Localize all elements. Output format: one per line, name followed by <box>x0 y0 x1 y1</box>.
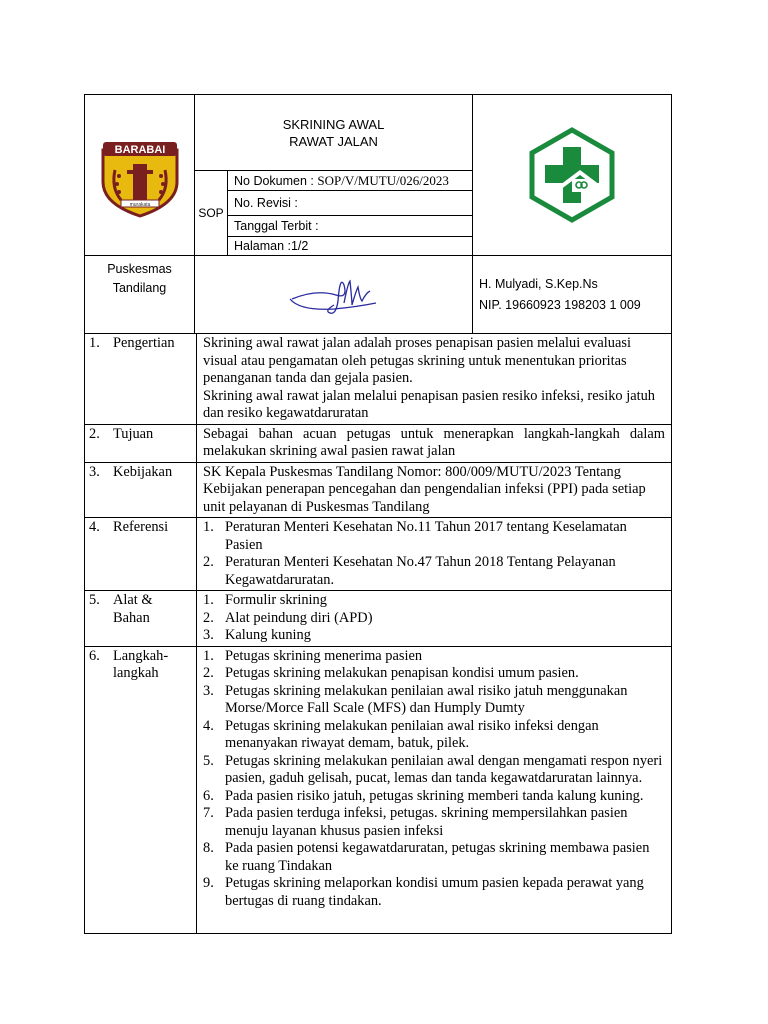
list-item <box>203 665 665 683</box>
section-title: Pengertian <box>113 335 175 351</box>
section-label <box>85 424 197 462</box>
section-content <box>197 518 672 591</box>
section-kebijakan <box>85 462 672 518</box>
list-item-number: 1. <box>203 519 214 535</box>
list-item-text: Petugas skrining menerima pasien <box>225 647 423 664</box>
signer-cell <box>473 256 672 334</box>
section-number: 6. <box>89 647 100 664</box>
puskesmas-logo-cell <box>473 95 672 256</box>
logo-title-text: BARABAI <box>114 144 165 156</box>
no-revisi-field: No. Revisi : <box>228 191 473 216</box>
list-item-text: Petugas skrining melakukan penapisan kondisi umum pasien. <box>225 665 579 681</box>
list-item <box>203 648 665 666</box>
document-title-line2: RAWAT JALAN <box>289 133 378 149</box>
list-item-number: 2. <box>203 554 214 570</box>
signature-cell <box>195 256 473 334</box>
logo-ribbon-text: murakata <box>129 202 150 208</box>
list-item <box>203 788 665 806</box>
list-item-number: 2. <box>203 665 214 681</box>
sop-label: SOP <box>195 171 228 256</box>
section-label <box>85 518 197 591</box>
sop-content-table <box>84 333 672 934</box>
list-item <box>203 627 665 645</box>
section-label <box>85 462 197 518</box>
list-item <box>203 718 665 753</box>
pengertian-paragraph-2: Skrining awal rawat jalan melalui penapisan pasien resiko infeksi, resiko jatuh dan resiko kegawatdaruratan <box>203 387 655 421</box>
section-label <box>85 591 197 647</box>
langkah-list <box>203 648 665 911</box>
list-item-number: 1. <box>203 592 214 608</box>
handwritten-signature <box>286 271 382 319</box>
signer-name: H. Mulyadi, S.Kep.Ns <box>479 276 598 291</box>
list-item-text: Petugas skrining melakukan penilaian awal risiko jatuh menggunakan Morse/Morce Fall Scale (MFS) dan Humply Dumty <box>225 682 628 716</box>
barabai-crest-icon <box>97 130 183 220</box>
list-item-text: Peraturan Menteri Kesehatan No.47 Tahun 2018 Tentang Pelayanan Kegawatdaruratan. <box>225 554 616 588</box>
list-item <box>203 875 665 910</box>
list-item-number: 1. <box>203 647 214 664</box>
list-item-number: 3. <box>203 682 214 699</box>
organization-cell <box>85 256 195 334</box>
list-item <box>203 592 665 610</box>
list-item <box>203 683 665 718</box>
list-item-number: 2. <box>203 609 214 626</box>
document-title-cell <box>195 95 473 171</box>
list-item-text: Formulir skrining <box>225 592 327 608</box>
list-item-text: Alat peindung diri (APD) <box>225 609 373 626</box>
section-title: Kebijakan <box>113 463 173 480</box>
section-title: Referensi <box>113 519 169 535</box>
tujuan-text: Sebagai bahan acuan petugas untuk menerapkan langkah-langkah dalam melakukan skrining awal pasien rawat jalan <box>197 424 672 462</box>
section-number: 2. <box>89 425 100 442</box>
section-content <box>197 646 672 933</box>
list-item <box>203 519 665 554</box>
list-item <box>203 554 665 589</box>
list-item <box>203 805 665 840</box>
tanggal-terbit-field: Tanggal Terbit : <box>228 216 473 237</box>
organization-line1: Puskesmas <box>107 262 172 276</box>
list-item-text: Pada pasien risiko jatuh, petugas skrining memberi tanda kalung kuning. <box>225 787 644 804</box>
list-item-text: Peraturan Menteri Kesehatan No.11 Tahun 2017 tentang Keselamatan Pasien <box>225 519 627 553</box>
list-item <box>203 753 665 788</box>
document-title-line1: SKRINING AWAL <box>282 116 385 132</box>
alat-bahan-list <box>203 592 665 645</box>
section-label <box>85 334 197 425</box>
pengertian-paragraph-1: Skrining awal rawat jalan adalah proses penapisan pasien melalui evaluasi visual atau pengamatan oleh petugas skrining untuk menentukan prioritas penanganan tanda dan gejala pasien. <box>203 335 631 386</box>
section-referensi <box>85 518 672 591</box>
section-pengertian <box>85 334 672 425</box>
list-item-text: Pada pasien potensi kegawatdaruratan, petugas skrining membawa pasien ke ruang Tindakan <box>225 840 650 874</box>
halaman-field: Halaman :1/2 <box>228 237 473 256</box>
section-number: 1. <box>89 335 100 351</box>
puskesmas-logo-icon <box>528 127 616 223</box>
list-item-number: 5. <box>203 752 214 769</box>
list-item-number: 9. <box>203 875 214 891</box>
no-dokumen-value: SOP/V/MUTU/026/2023 <box>317 172 449 188</box>
referensi-list <box>203 519 665 589</box>
section-content <box>197 591 672 647</box>
section-content <box>197 334 672 425</box>
section-alat-bahan <box>85 591 672 647</box>
list-item-text: Pada pasien terduga infeksi, petugas. skrining mempersilahkan pasien menuju layanan khusus pasien infeksi <box>225 805 628 839</box>
kebijakan-text: SK Kepala Puskesmas Tandilang Nomor: 800/009/MUTU/2023 Tentang Kebijakan penerapan pencegahan dan pengendalian infeksi (PPI) pada setiap unit pelayanan di Puskesmas Tandilang <box>197 462 672 518</box>
list-item-number: 3. <box>203 627 214 643</box>
section-langkah-langkah <box>85 646 672 933</box>
list-item-number: 7. <box>203 805 214 821</box>
document-header-table <box>84 94 672 334</box>
section-number: 4. <box>89 519 100 535</box>
list-item-text: Petugas skrining melaporkan kondisi umum pasien kepada perawat yang bertugas di ruang tindakan. <box>225 875 644 909</box>
list-item <box>203 610 665 628</box>
no-dokumen-label: No Dokumen : <box>234 173 318 188</box>
section-number: 3. <box>89 463 100 480</box>
signer-nip: NIP. 19660923 198203 1 009 <box>479 297 641 312</box>
section-title: Alat & Bahan <box>113 592 153 626</box>
list-item-text: Petugas skrining melakukan penilaian awal dengan mengamati respon nyeri pasien, gaduh gelisah, pucat, lemas dan tanda kegawatdaruratan lainnya. <box>225 752 663 786</box>
section-tujuan <box>85 424 672 462</box>
barabai-logo-cell <box>85 95 195 256</box>
list-item-text: Kalung kuning <box>225 627 311 643</box>
list-item-text: Petugas skrining melakukan penilaian awal risiko infeksi dengan menanyakan riwayat demam, batuk, pilek. <box>225 717 599 751</box>
organization-line2: Tandilang <box>112 281 167 295</box>
list-item-number: 8. <box>203 840 214 856</box>
list-item-number: 6. <box>203 787 214 804</box>
section-title: Langkah-langkah <box>113 647 169 681</box>
list-item-number: 4. <box>203 717 214 734</box>
no-dokumen-field <box>228 171 473 191</box>
section-number: 5. <box>89 592 100 608</box>
section-label <box>85 646 197 933</box>
section-title: Tujuan <box>113 425 154 442</box>
list-item <box>203 840 665 875</box>
